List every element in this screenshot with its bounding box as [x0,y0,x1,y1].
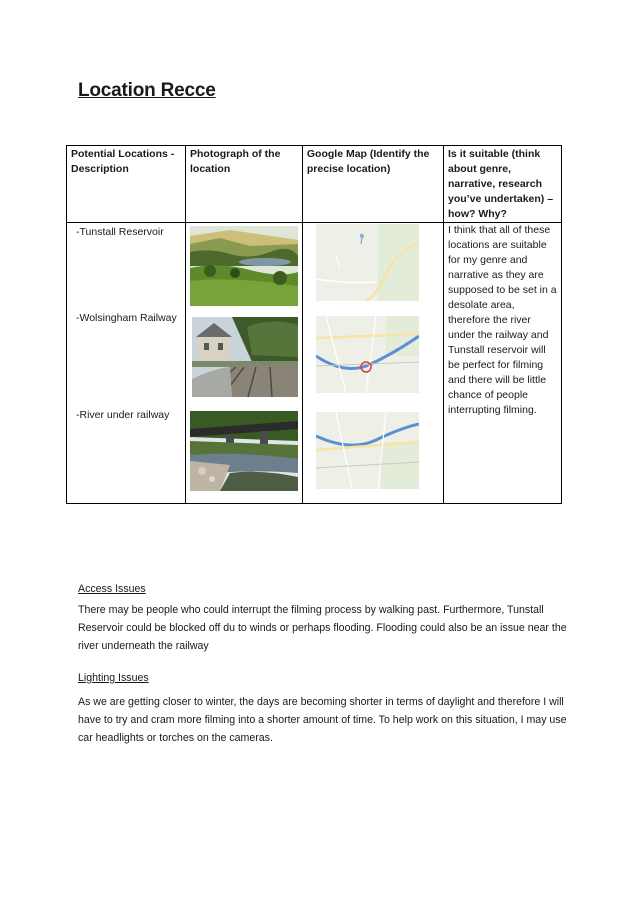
access-issues-heading: Access Issues [78,583,146,595]
location-wolsingham-railway: -Wolsingham Railway [76,312,177,324]
reservoir-photo [190,226,298,306]
header-google-map: Google Map (Identify the precise location) [302,146,443,223]
location-river-under-railway: -River under railway [76,409,170,421]
railway-map [316,316,419,393]
header-locations: Potential Locations - Description [67,146,186,223]
header-suitability: Is it suitable (think about genre, narrative, research you’ve undertaken) – how? Why? [444,146,562,223]
suitability-cell: I think that all of these locations are suitable for my genre and narrative as they are supposed to be set in a desolate area, therefore the river under the railway and Tunstall reservoir will be perfect for filming and there will be little chance of people interrupting filming. [444,223,562,504]
locations-cell [67,223,186,504]
header-photograph: Photograph of the location [186,146,303,223]
location-tunstall-reservoir: -Tunstall Reservoir [76,226,164,238]
location-table [66,145,562,504]
photos-cell [186,223,303,504]
railway-photo [192,317,298,397]
table-row [67,223,562,504]
maps-cell [302,223,443,504]
page-title: Location Recce [78,80,216,101]
river-bridge-photo [190,411,298,491]
river-map [316,412,419,489]
table-header-row [67,146,562,223]
access-issues-text: There may be people who could interrupt the filming process by walking past. Furthermore, Tunstall Reservoir could be blocked off du to winds or perhaps flooding. Flooding could also be an issue near the river underneath the railway [78,604,567,652]
reservoir-map [316,224,419,301]
lighting-issues-text: As we are getting closer to winter, the days are becoming shorter in terms of daylight and therefore I will have to try and cram more filming into a shorter amount of time. To help work on this situation, I may use car headlights or torches on the cameras. [78,696,567,744]
lighting-issues-heading: Lighting Issues [78,672,149,684]
